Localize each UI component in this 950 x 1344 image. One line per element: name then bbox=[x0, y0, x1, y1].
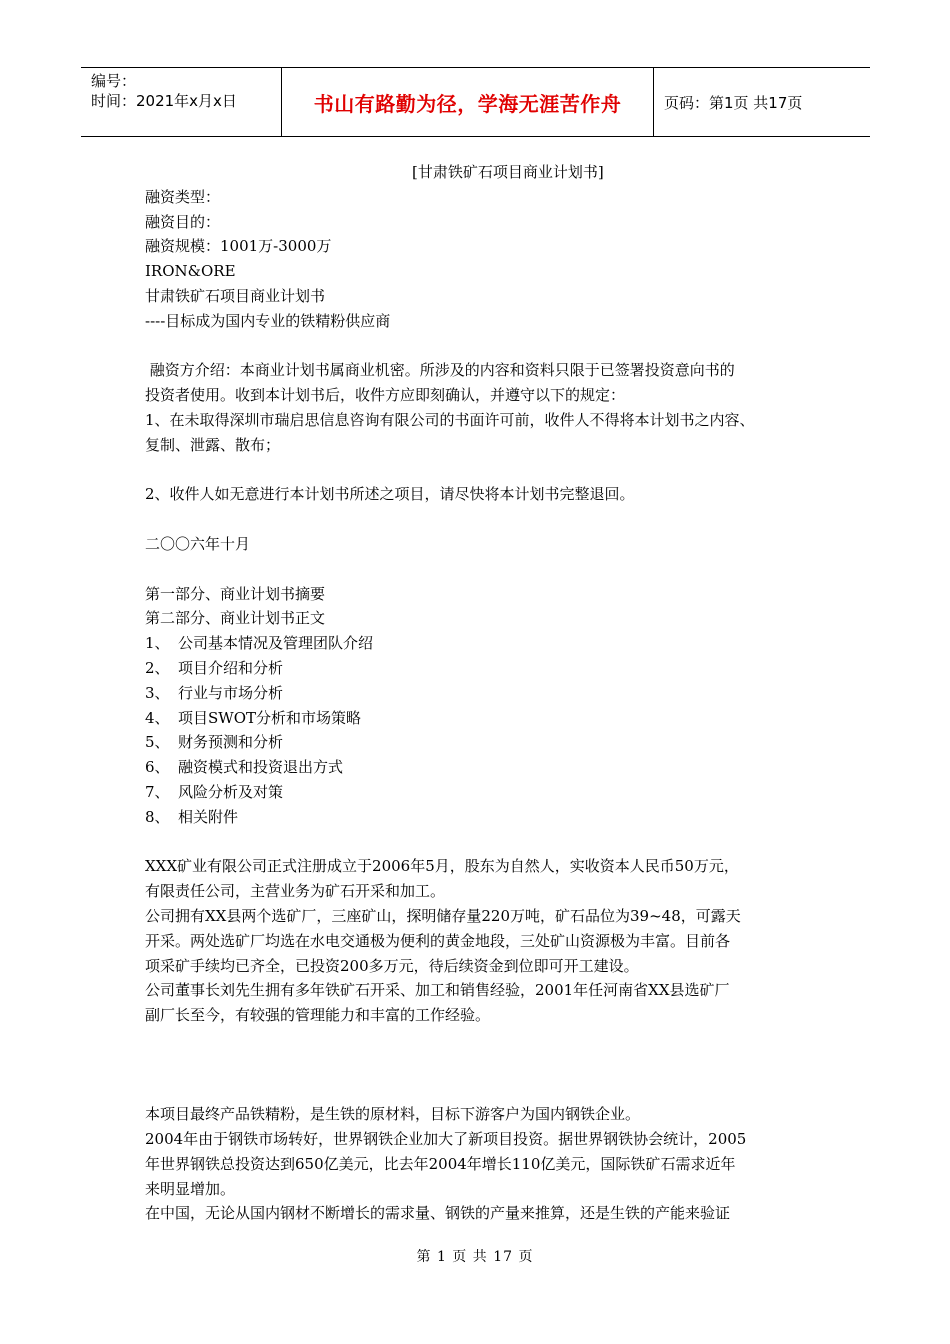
page-footer: 第 1 页 共 17 页 bbox=[416, 1249, 534, 1265]
toc-text: 相关附件 bbox=[178, 807, 239, 826]
text-line: 第二部分、商业计划书正文 bbox=[145, 609, 326, 628]
header-motto: 书山有路勤为径，学海无涯苦作舟 bbox=[282, 68, 654, 136]
document-body bbox=[145, 160, 825, 1226]
text-line: XXX矿业有限公司正式注册成立于2006年5月，股东为自然人，实收资本人民币50万元， bbox=[145, 857, 739, 876]
header-page-label: 页码：第1页 共17页 bbox=[664, 93, 803, 112]
number-label: 编号： bbox=[91, 72, 137, 90]
toc-text: 项目SWOT分析和市场策略 bbox=[178, 708, 361, 727]
spacer bbox=[145, 1028, 825, 1053]
project-section bbox=[145, 1102, 825, 1226]
text-line: 项采矿手续均已齐全，已投资200多万元，待后续资金到位即可开工建设。 bbox=[145, 956, 639, 975]
text-line: 融资类型： bbox=[145, 187, 221, 206]
toc-number: 7、 bbox=[145, 782, 170, 801]
toc-item bbox=[145, 681, 825, 706]
toc-item bbox=[145, 805, 825, 830]
table-of-contents bbox=[145, 631, 825, 829]
text-line: 融资规模：1001万-3000万 bbox=[145, 237, 332, 256]
toc-text: 融资模式和投资退出方式 bbox=[178, 758, 344, 777]
text-line bbox=[145, 557, 825, 582]
text-line: 融资方介绍：本商业计划书属商业机密。所涉及的内容和资料只限于已签署投资意向书的 bbox=[145, 361, 735, 380]
text-line: 开采。两处选矿厂均选在水电交通极为便利的黄金地段，三处矿山资源极为丰富。目前各 bbox=[145, 931, 731, 950]
toc-text: 财务预测和分析 bbox=[178, 733, 284, 752]
intro-section bbox=[145, 185, 825, 631]
toc-item bbox=[145, 730, 825, 755]
toc-text: 公司基本情况及管理团队介绍 bbox=[178, 634, 374, 653]
toc-item bbox=[145, 780, 825, 805]
toc-number: 2、 bbox=[145, 658, 170, 677]
toc-item bbox=[145, 656, 825, 681]
text-line: 1、在未取得深圳市瑞启思信息咨询有限公司的书面许可前，收件人不得将本计划书之内容、 bbox=[145, 410, 755, 429]
text-line: 副厂长至今，有较强的管理能力和丰富的工作经验。 bbox=[145, 1006, 491, 1025]
toc-item bbox=[145, 706, 825, 731]
text-line: 2004年由于钢铁市场转好，世界钢铁企业加大了新项目投资。据世界钢铁协会统计，2005 bbox=[145, 1130, 747, 1149]
toc-number: 3、 bbox=[145, 683, 170, 702]
spacer bbox=[145, 1077, 825, 1102]
text-line bbox=[145, 507, 825, 532]
document-title: [甘肃铁矿石项目商业计划书] bbox=[412, 163, 604, 181]
toc-text: 项目介绍和分析 bbox=[178, 658, 284, 677]
text-line: ----目标成为国内专业的铁精粉供应商 bbox=[145, 311, 391, 330]
toc-number: 6、 bbox=[145, 758, 170, 777]
text-line: 来明显增加。 bbox=[145, 1179, 236, 1198]
text-line: 在中国，无论从国内钢材不断增长的需求量、钢铁的产量来推算，还是生铁的产能来验证 bbox=[145, 1204, 731, 1223]
text-line: 2、收件人如无意进行本计划书所述之项目，请尽快将本计划书完整退回。 bbox=[145, 485, 635, 504]
toc-item bbox=[145, 755, 825, 780]
text-line bbox=[145, 334, 825, 359]
time-label: 时间：2021年x月x日 bbox=[91, 92, 237, 110]
text-line: 投资者使用。收到本计划书后，收件方应即刻确认，并遵守以下的规定： bbox=[145, 386, 626, 405]
spacer bbox=[145, 830, 825, 855]
text-line bbox=[145, 458, 825, 483]
text-line: 甘肃铁矿石项目商业计划书 bbox=[145, 286, 326, 305]
text-line: IRON&ORE bbox=[145, 262, 236, 281]
toc-number: 5、 bbox=[145, 733, 170, 752]
toc-item bbox=[145, 631, 825, 656]
text-line: 公司拥有XX县两个选矿厂，三座矿山，探明储存量220万吨，矿石品位为39~48，可露天 bbox=[145, 906, 741, 925]
spacer bbox=[145, 1053, 825, 1078]
text-line: 复制、泄露、散布； bbox=[145, 435, 281, 454]
toc-number: 1、 bbox=[145, 634, 170, 653]
toc-text: 行业与市场分析 bbox=[178, 683, 284, 702]
header-meta bbox=[81, 68, 282, 136]
text-line: 年世界钢铁总投资达到650亿美元，比去年2004年增长110亿美元，国际铁矿石需求近年 bbox=[145, 1154, 736, 1173]
text-line: 第一部分、商业计划书摘要 bbox=[145, 584, 326, 603]
text-line: 有限责任公司，主营业务为矿石开采和加工。 bbox=[145, 882, 446, 901]
text-line: 融资目的： bbox=[145, 212, 221, 231]
toc-number: 4、 bbox=[145, 708, 170, 727]
toc-text: 风险分析及对策 bbox=[178, 782, 284, 801]
toc-number: 8、 bbox=[145, 807, 170, 826]
text-line: 二〇〇六年十月 bbox=[145, 534, 251, 553]
text-line: 本项目最终产品铁精粉，是生铁的原材料，目标下游客户为国内钢铁企业。 bbox=[145, 1105, 641, 1124]
text-line: 公司董事长刘先生拥有多年铁矿石开采、加工和销售经验，2001年任河南省XX县选矿厂 bbox=[145, 981, 730, 1000]
company-section bbox=[145, 854, 825, 1028]
header-table bbox=[81, 67, 870, 137]
